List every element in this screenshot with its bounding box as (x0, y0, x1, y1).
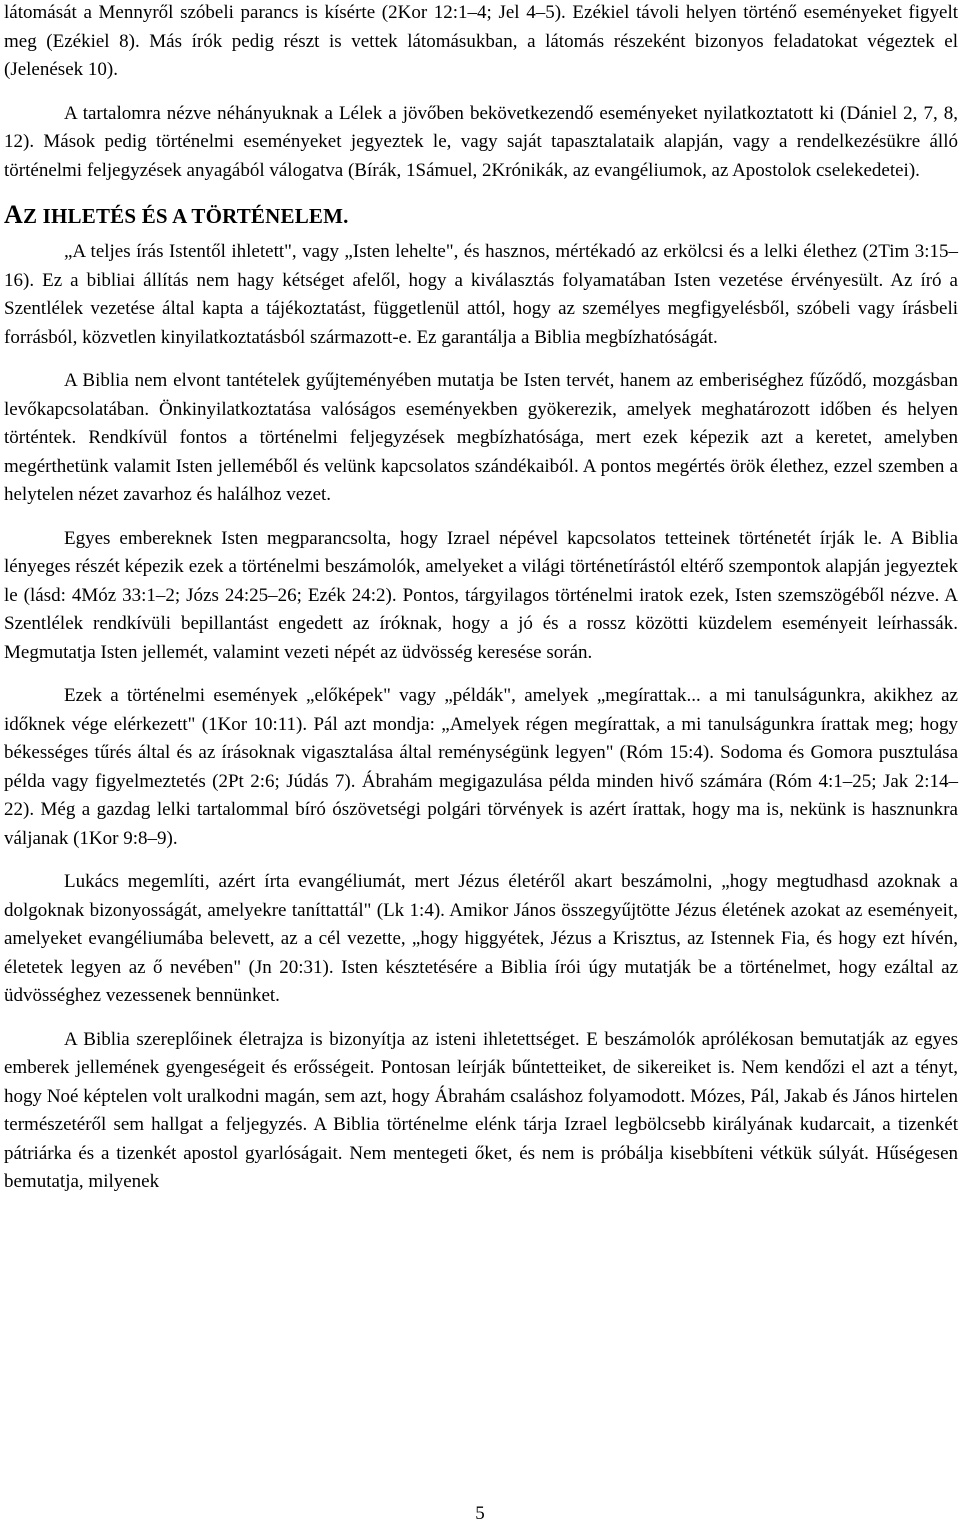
paragraph-history-reliability: A Biblia nem elvont tantételek gyűjteményében mutatja be Isten tervét, hanem az emberiséghez fűződő, mozgásban levőkapcsolatában. Önkinyilatkoztatása valóságos eseményekben gyökerezik, amelyek meghatározott időben és helyen történtek. Rendkívül fontos a történelmi feljegyzések megbízhatósága, mert ezek képezik azt a keretet, amelyben megérthetünk valamit Isten jelleméből és velünk kapcsolatos szándékaiból. A pontos megértés örök élethez, ezzel szemben a helytelen nézet zavarhoz és halálhoz vezet. (4, 370, 958, 505)
page-number: 5 (475, 1503, 485, 1524)
paragraph-biographies: A Biblia szereplőinek életrajza is bizonyítja az isteni ihletettséget. E beszámolók aprólékosan bemutatják az egyes emberek jellemének gyengeségeit és erősségeit. Pontosan leírják bűntetteiket, de sikereiket is. Nem kendőzi el azt a tényt, hogy Noé képtelen volt uralkodni magán, sem azt, hogy Ábrahám csaláshoz folyamodott. Mózes, Pál, Jakab és János hirtelen természetéről sem hallgat a feljegyzés. A Biblia történelme elénk tárja Izrael legbölcsebb királyának kudarcait, a tizenkét pátriárka és a tizenkét apostol gyarlóságait. Nem mentegeti őket, és nem is próbálja kisebbíteni vétkük súlyát. Hűségesen bemutatja, milyenek (4, 1028, 958, 1192)
heading-initial: A (4, 200, 23, 229)
paragraph-vision-continued: látomását a Mennyről szóbeli parancs is kísérte (2Kor 12:1–4; Jel 4–5). Ezékiel távoli helyen történő eseményeket figyelt meg (Ezékiel 8). Más írók pedig részt is vettek látomásukban, a látomás részeként bizonyos feladatokat végeztek el (Jelenések 10). (4, 2, 958, 80)
paragraph-inspiration: „A teljes írás Istentől ihletett", vagy „Isten lehelte", és hasznos, mértékadó az erkölcsi és a lelki élethez (2Tim 3:15–16). Ez a bibliai állítás nem hagy kétséget afelől, hogy a kiválasztás folyamatában Isten vezetése érvényesült. Az író a Szentlélek vezetése által kapta a tájékoztatást, függetlenül attól, hogy az személyes megfigyelésből, szóbeli vagy írásbeli forrásból, közvetlen kinyilatkoztatásból származott-e. Ez garantálja a Biblia megbízhatóságát. (4, 241, 958, 348)
paragraph-gospels: Lukács megemlíti, azért írta evangéliumát, mert Jézus életéről akart beszámolni, „hogy megtudhasd azoknak a dolgoknak bizonyosságát, amelyekre taníttattál" (Lk 1:4). Amikor János összegyűjtötte Jézus életének azokat az eseményeit, amelyeket evangéliumába belevett, az a cél vezette, „hogy higgyétek, Jézus a Krisztus, az Istennek Fia, és hogy ezt hívén, életetek legyen az ő nevében" (Jn 20:31). Isten késztetésére a Biblia írói úgy mutatják be a történelmet, hogy ezáltal az üdvösséghez vezessenek bennünket. (4, 871, 958, 1006)
page-body (4, 0, 958, 1212)
paragraph-content-types: A tartalomra nézve néhányuknak a Lélek a jövőben bekövetkezendő eseményeket nyilatkoztatott ki (Dániel 2, 7, 8, 12). Mások pedig történelmi eseményeket jegyeztek le, vagy saját tapasztalataik alapján, vagy a rendelkezésükre álló történelmi feljegyzések anyagából válogatva (Bírák, 1Sámuel, 2Krónikák, az evangéliumok, az Apostolok cselekedetei). (4, 102, 958, 181)
paragraph-examples: Ezek a történelmi események „előképek" vagy „példák", amelyek „megírattak... a mi tanulságunkra, akikhez az időknek vége elérkezett" (1Kor 10:11). Pál azt mondja: „Amelyek régen megírattak, a mi tanulságunkra írattak meg; hogy békességes tűrés által és az írásoknak vigasztalása által reménységünk legyen" (Róm 15:4). Sodoma és Gomora pusztulása példa vagy figyelmeztetés (2Pt 2:6; Júdás 7). Ábrahám megigazulása példa minden hivő számára (Róm 4:1–25; Jak 2:14–22). Még a gazdag lelki tartalommal bíró ószövetségi polgári törvények is azért írattak, hogy ma is, nekünk is hasznunkra váljanak (1Kor 9:8–9). (4, 685, 958, 849)
heading-rest: Z IHLETÉS ÉS A TÖRTÉNELEM. (22, 204, 349, 228)
section-heading (4, 200, 958, 231)
paragraph-israel-history: Egyes embereknek Isten megparancsolta, hogy Izrael népével kapcsolatos tetteinek történetét írják le. A Biblia lényeges részét képezik ezek a történelmi beszámolók, amelyeket a világi történetírástól eltérő szempontok alapján jegyeztek le (lásd: 4Móz 33:1–2; Józs 24:25–26; Ezék 24:2). Pontos, tárgyilagos történelmi iratok ezek, Isten szemszögéből nézve. A Szentlélek rendkívüli bepillantást engedett az íróknak, hogy a jó és a rossz közötti küzdelem eseményeit leírhassák. Megmutatja Isten jellemét, valamint vezeti népét az üdvösség keresése során. (4, 527, 958, 663)
